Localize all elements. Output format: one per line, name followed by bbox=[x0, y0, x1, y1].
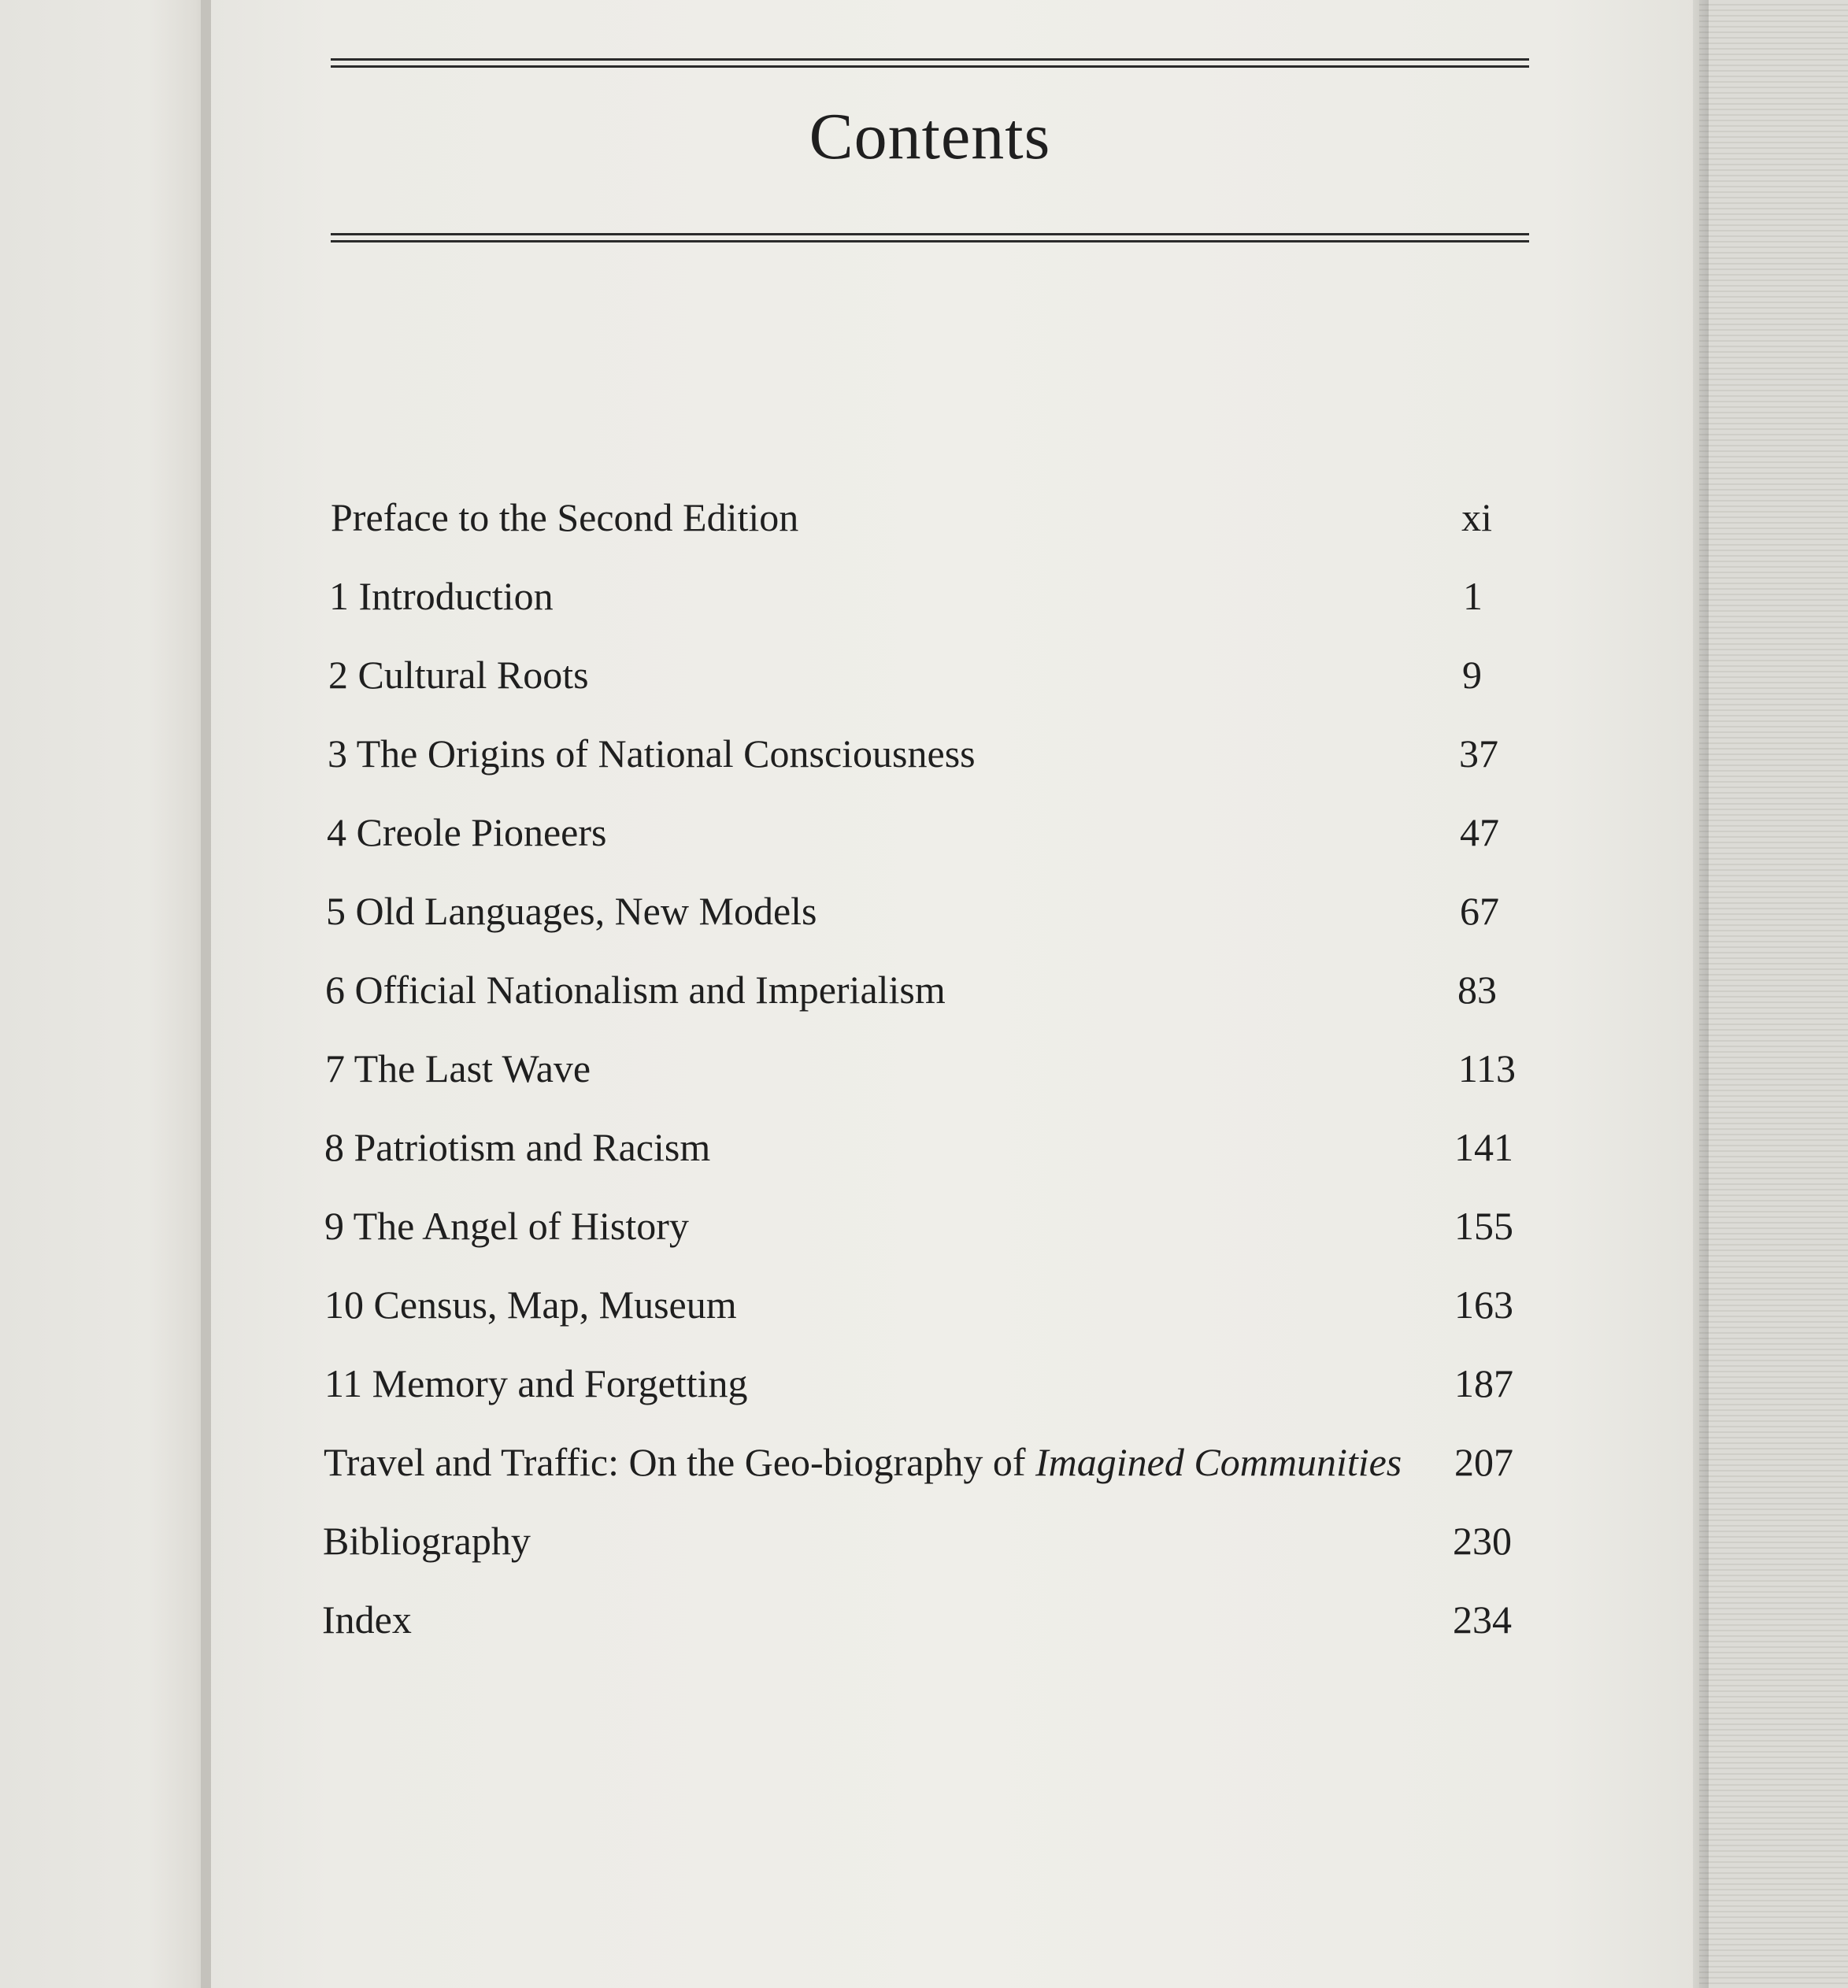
toc-entry-page: 67 bbox=[1460, 889, 1499, 933]
toc-entry bbox=[327, 805, 1499, 860]
toc-entry-page: 37 bbox=[1459, 731, 1498, 776]
toc-entry-page: 141 bbox=[1454, 1125, 1513, 1169]
toc-entry bbox=[324, 1435, 1513, 1490]
toc-entry bbox=[324, 1120, 1513, 1175]
page-title: Contents bbox=[809, 100, 1051, 173]
toc-entry-page: 113 bbox=[1457, 1046, 1516, 1090]
toc-entry-title: 10 Census, Map, Museum bbox=[324, 1283, 737, 1327]
toc-entry-title: Bibliography bbox=[323, 1519, 531, 1563]
toc-entry-title: 5 Old Languages, New Models bbox=[326, 889, 817, 933]
toc-entry-title: 4 Creole Pioneers bbox=[327, 810, 607, 854]
toc-entry-page: 47 bbox=[1460, 810, 1499, 854]
toc-entry bbox=[324, 1198, 1513, 1253]
toc-entry-title: 2 Cultural Roots bbox=[328, 653, 589, 697]
toc-entry bbox=[331, 490, 1492, 545]
toc-entry-title: 6 Official Nationalism and Imperialism bbox=[325, 968, 946, 1012]
toc-entry-title-roman: Travel and Traffic: On the Geo-biography of bbox=[324, 1440, 1036, 1484]
toc-entry-title bbox=[324, 1435, 1402, 1490]
toc-entry-page: 234 bbox=[1453, 1597, 1512, 1642]
toc-entry bbox=[326, 883, 1499, 938]
toc-entry-title-italic: Imagined Communities bbox=[1035, 1440, 1402, 1484]
toc-entry-page: 1 bbox=[1463, 574, 1483, 618]
toc-entry bbox=[322, 1592, 1512, 1647]
toc-entry-page: 187 bbox=[1454, 1361, 1513, 1405]
toc-entry-title: 1 Introduction bbox=[329, 574, 554, 618]
toc-entry-page: 163 bbox=[1454, 1283, 1513, 1327]
toc-entry bbox=[328, 647, 1482, 702]
toc-entry-title: Preface to the Second Edition bbox=[331, 495, 799, 539]
toc-entry bbox=[324, 1356, 1513, 1411]
toc-entry bbox=[328, 726, 1498, 781]
toc-entry-title: 3 The Origins of National Consciousness bbox=[328, 731, 976, 776]
toc-entry-page: 9 bbox=[1462, 653, 1482, 697]
toc-entry-title: 8 Patriotism and Racism bbox=[324, 1125, 711, 1169]
toc-entry bbox=[325, 1041, 1516, 1096]
toc-entry-page: 207 bbox=[1454, 1440, 1513, 1484]
toc-entry bbox=[329, 568, 1483, 624]
toc-entry-title: 9 The Angel of History bbox=[324, 1204, 689, 1248]
toc-entry-page: 83 bbox=[1457, 968, 1497, 1012]
toc-entry bbox=[323, 1513, 1512, 1568]
toc-entry bbox=[325, 962, 1497, 1017]
toc-entry-title: Index bbox=[322, 1597, 412, 1642]
toc-entry-page: 230 bbox=[1453, 1519, 1512, 1563]
toc-entry bbox=[324, 1277, 1513, 1332]
toc-entry-page: xi bbox=[1461, 495, 1492, 539]
toc-entry-page: 155 bbox=[1454, 1204, 1513, 1248]
toc-entry-title: 11 Memory and Forgetting bbox=[324, 1361, 748, 1405]
toc-entry-title: 7 The Last Wave bbox=[325, 1046, 591, 1090]
